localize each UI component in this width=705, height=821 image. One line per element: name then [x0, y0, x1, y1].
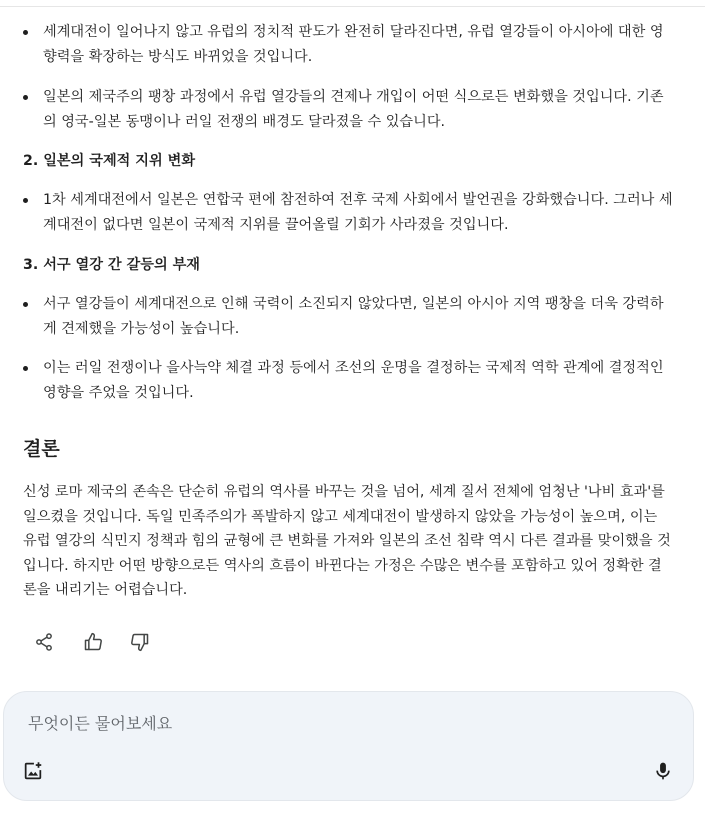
- section-heading: 2. 일본의 국제적 지위 변화: [23, 153, 196, 169]
- microphone-button[interactable]: [648, 756, 678, 786]
- list-item: [43, 188, 675, 237]
- thumbs-down-button[interactable]: [126, 628, 154, 656]
- share-icon: [34, 632, 54, 652]
- bullet-text: 서구 열강들이 세계대전으로 인해 국력이 소진되지 않았다면, 일본의 아시아 지역 팽창을 더욱 강력하게 견제했을 가능성이 높습니다.: [43, 296, 664, 337]
- add-image-icon: [22, 760, 44, 782]
- bullet-dot: [23, 366, 28, 371]
- share-button[interactable]: [30, 628, 58, 656]
- bullet-text: 1차 세계대전에서 일본은 연합국 편에 참전하여 전후 국제 사회에서 발언권을 강화했습니다. 그러나 세계대전이 없다면 일본이 국제적 지위를 끌어올릴 기회가 사라졌을 것입니다.: [43, 192, 673, 233]
- section-heading: 3. 서구 열강 간 갈등의 부재: [23, 257, 201, 273]
- bullet-dot: [23, 302, 28, 307]
- thumbs-down-icon: [130, 632, 150, 652]
- bullet-text: 세계대전이 일어나지 않고 유럽의 정치적 판도가 완전히 달라진다면, 유럽 열강들이 아시아에 대한 영향력을 확장하는 방식도 바뀌었을 것입니다.: [43, 24, 664, 65]
- bullet-text: 이는 러일 전쟁이나 을사늑약 체결 과정 등에서 조선의 운명을 결정하는 국제적 역학 관계에 결정적인 영향을 주었을 것입니다.: [43, 360, 664, 401]
- conclusion-heading: 결론: [23, 438, 60, 460]
- list-item: [43, 85, 675, 134]
- thumbs-up-button[interactable]: [79, 628, 107, 656]
- prompt-input[interactable]: 무엇이든 물어보세요: [28, 714, 173, 733]
- prompt-input-box[interactable]: [3, 691, 694, 801]
- bullet-dot: [23, 30, 28, 35]
- top-divider: [0, 6, 705, 7]
- microphone-icon: [653, 760, 673, 782]
- conclusion-paragraph: 신성 로마 제국의 존속은 단순히 유럽의 역사를 바꾸는 것을 넘어, 세계 질서 전체에 엄청난 '나비 효과'를 일으켰을 것입니다. 독일 민족주의가 폭발하지 않고 세계대전이 발생하지 않았을 가능성이 높으며, 이는 유럽 열강의 식민지 정책과 힘의 균형에 큰 변화를 가져와 일본의 조선 침략 역시 다른 결과를 맞이했을 것입니다. 하지만 어떤 방향으로든 역사의 흐름이 바뀐다는 가정은 수많은 변수를 포함하고 있어 정확한 결론을 내리기는 어렵습니다.: [23, 484, 671, 598]
- bullet-dot: [23, 198, 28, 203]
- list-item: [43, 292, 675, 341]
- add-image-button[interactable]: [18, 756, 48, 786]
- list-item: [43, 356, 675, 405]
- bullet-text: 일본의 제국주의 팽창 과정에서 유럽 열강들의 견제나 개입이 어떤 식으로든 변화했을 것입니다. 기존의 영국-일본 동맹이나 러일 전쟁의 배경도 달라졌을 수 있습니다.: [43, 89, 664, 130]
- thumbs-up-icon: [83, 632, 103, 652]
- list-item: [43, 20, 675, 69]
- bullet-dot: [23, 95, 28, 100]
